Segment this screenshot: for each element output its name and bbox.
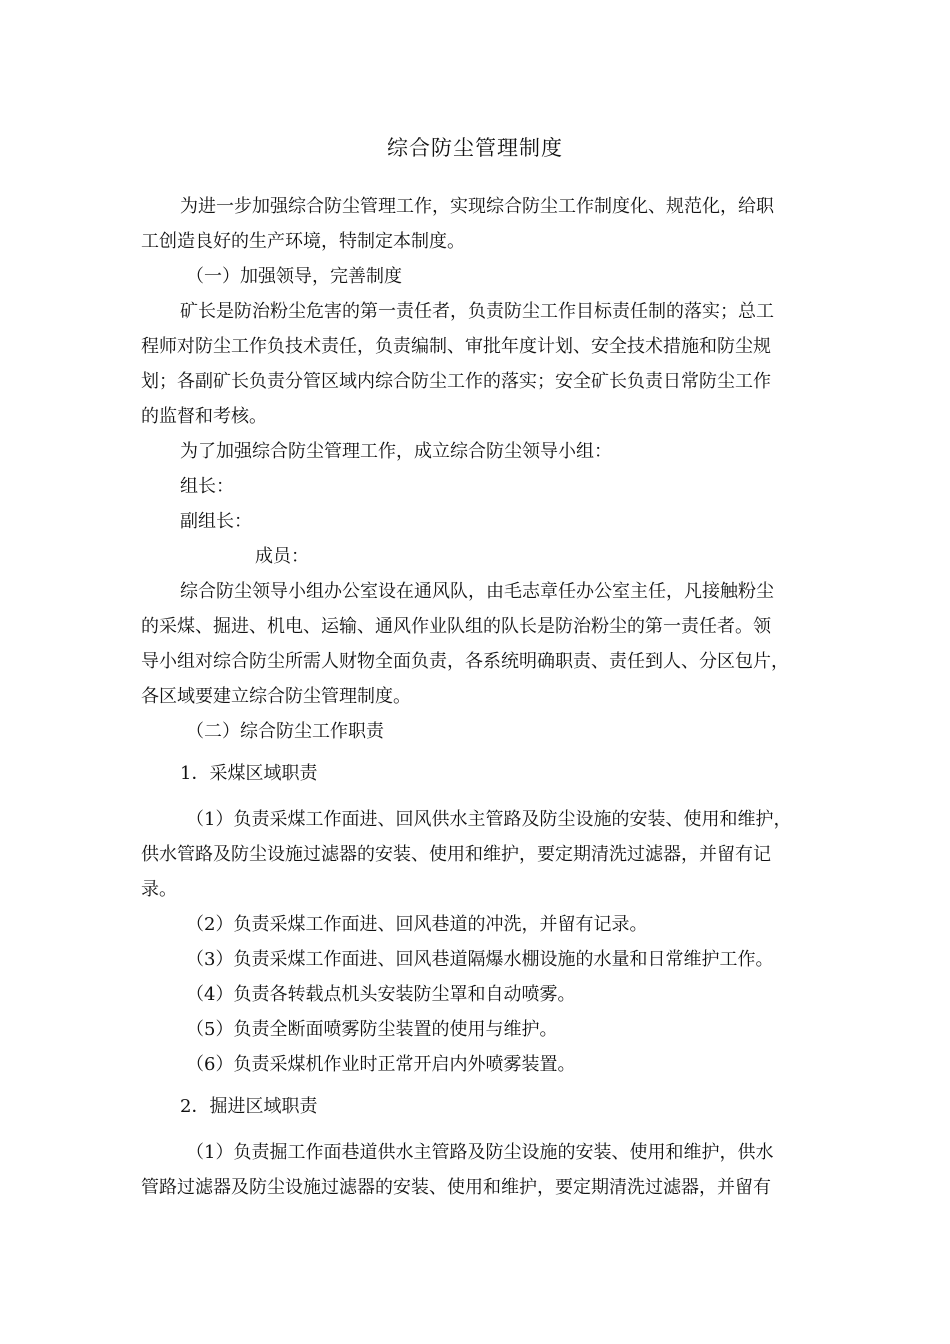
subsection-heading: 2．掘进区域职责: [180, 1096, 318, 1117]
list-item-line: 供水管路及防尘设施过滤器的安装、使用和维护，要定期清洗过滤器，并留有记: [141, 844, 771, 865]
paragraph-line: 导小组对综合防尘所需人财物全面负责，各系统明确职责、责任到人、分区包片，: [141, 651, 789, 672]
paragraph-line: 矿长是防治粉尘危害的第一责任者，负责防尘工作目标责任制的落实；总工: [180, 301, 774, 322]
paragraph-line: 的监督和考核。: [141, 406, 267, 427]
paragraph-line: 工创造良好的生产环境，特制定本制度。: [141, 231, 465, 252]
list-item: （2）负责采煤工作面进、回风巷道的冲洗，并留有记录。: [186, 914, 648, 935]
paragraph-line: 为进一步加强综合防尘管理工作，实现综合防尘工作制度化、规范化，给职: [180, 196, 774, 217]
section-heading: （一）加强领导，完善制度: [186, 266, 402, 287]
list-item-line: 录。: [141, 879, 177, 900]
group-leader-line: 组长：: [180, 476, 234, 497]
section-heading: （二）综合防尘工作职责: [186, 721, 384, 742]
members-line: 成员：: [255, 546, 309, 567]
list-item: （4）负责各转载点机头安装防尘罩和自动喷雾。: [186, 984, 576, 1005]
list-item-line: 管路过滤器及防尘设施过滤器的安装、使用和维护，要定期清洗过滤器，并留有: [141, 1177, 771, 1198]
deputy-leader-line: 副组长：: [180, 511, 252, 532]
paragraph-line: 程师对防尘工作负技术责任，负责编制、审批年度计划、安全技术措施和防尘规: [141, 336, 771, 357]
paragraph-line: 综合防尘领导小组办公室设在通风队，由毛志章任办公室主任，凡接触粉尘: [180, 581, 774, 602]
paragraph-line: 为了加强综合防尘管理工作，成立综合防尘领导小组：: [180, 441, 612, 462]
subsection-heading: 1．采煤区域职责: [180, 763, 318, 784]
list-item: （5）负责全断面喷雾防尘装置的使用与维护。: [186, 1019, 558, 1040]
document-title: 综合防尘管理制度: [387, 136, 563, 160]
list-item: （3）负责采煤工作面进、回风巷道隔爆水棚设施的水量和日常维护工作。: [186, 949, 774, 970]
list-item-line: （1）负责掘工作面巷道供水主管路及防尘设施的安装、使用和维护，供水: [186, 1142, 774, 1163]
paragraph-line: 各区域要建立综合防尘管理制度。: [141, 686, 411, 707]
list-item-line: （1）负责采煤工作面进、回风供水主管路及防尘设施的安装、使用和维护，: [186, 809, 792, 830]
paragraph-line: 划；各副矿长负责分管区域内综合防尘工作的落实；安全矿长负责日常防尘工作: [141, 371, 771, 392]
list-item: （6）负责采煤机作业时正常开启内外喷雾装置。: [186, 1054, 576, 1075]
paragraph-line: 的采煤、掘进、机电、运输、通风作业队组的队长是防治粉尘的第一责任者。领: [141, 616, 771, 637]
